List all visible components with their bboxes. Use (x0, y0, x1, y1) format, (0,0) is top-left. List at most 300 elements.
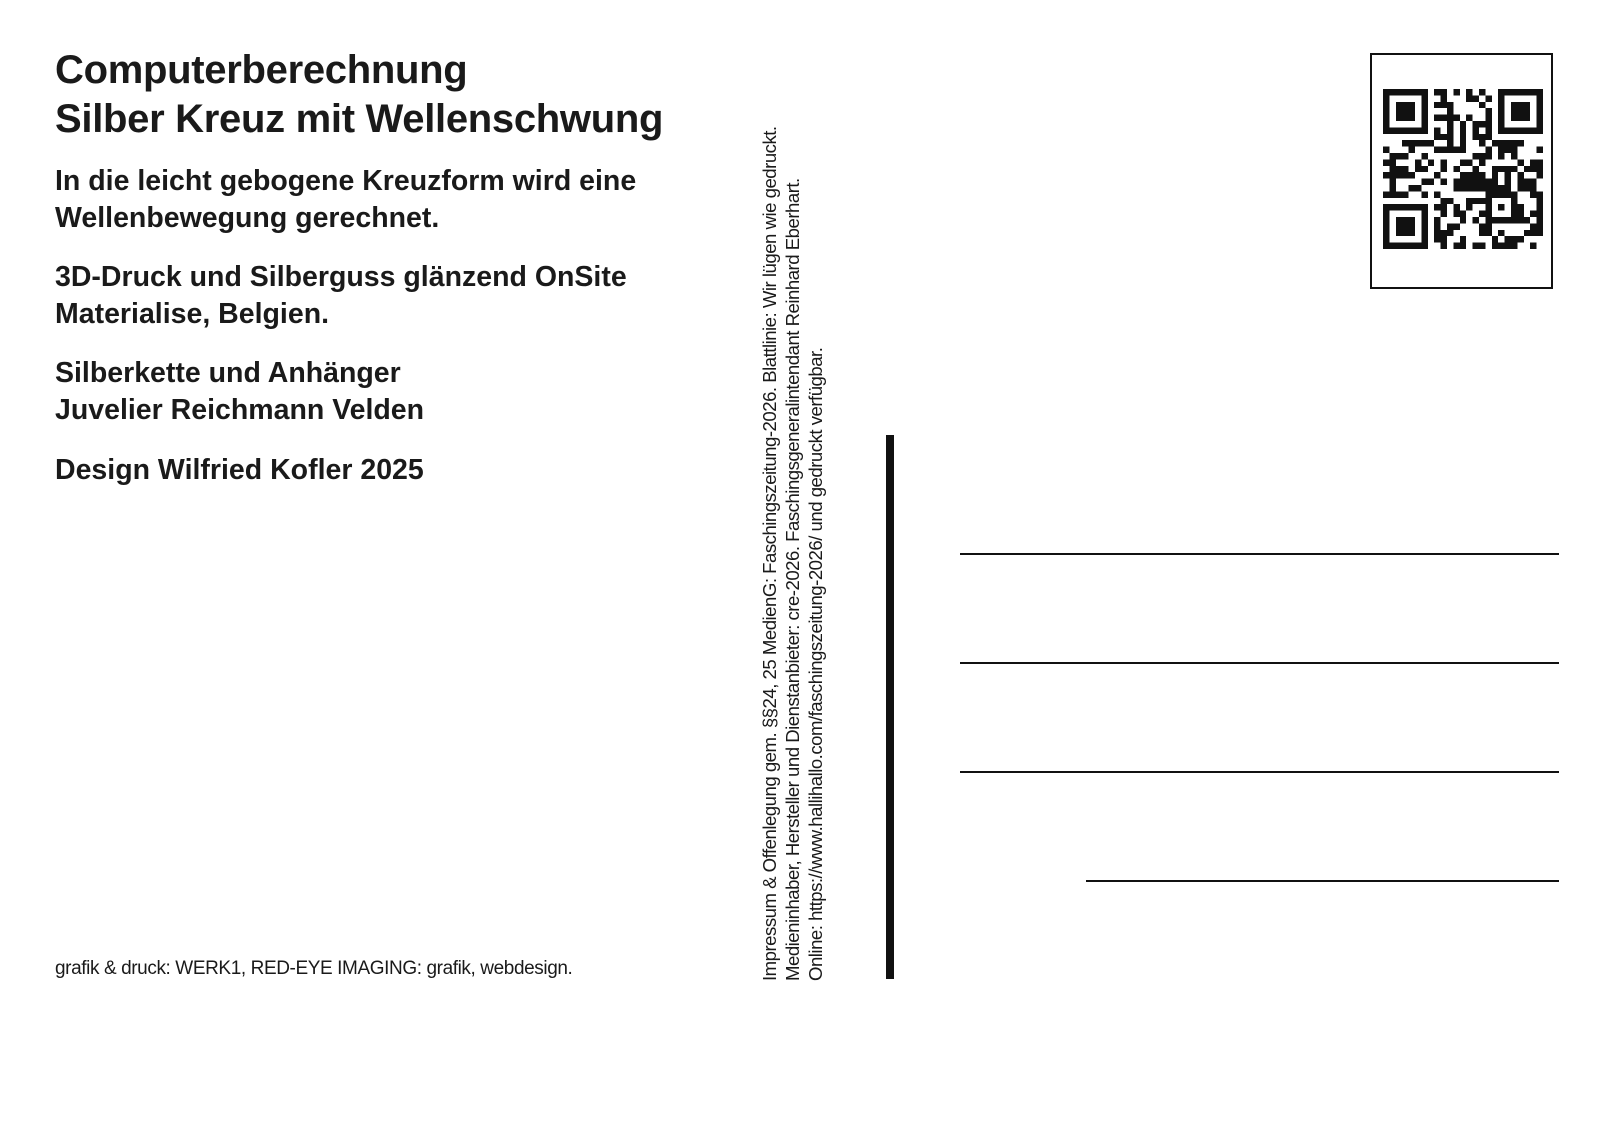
qr-module (1479, 153, 1485, 159)
qr-module (1453, 179, 1459, 185)
qr-module (1460, 211, 1466, 217)
qr-module (1421, 95, 1427, 101)
qr-module (1421, 223, 1427, 229)
qr-module (1505, 147, 1511, 153)
qr-module (1453, 147, 1459, 153)
qr-module (1409, 223, 1415, 229)
description-text (55, 163, 636, 237)
qr-module (1389, 185, 1395, 191)
qr-module (1421, 115, 1427, 121)
qr-module (1383, 172, 1389, 178)
qr-module (1485, 153, 1491, 159)
qr-module (1498, 166, 1504, 172)
qr-module (1485, 204, 1491, 210)
qr-module (1492, 140, 1498, 146)
qr-module (1389, 172, 1395, 178)
qr-module (1453, 243, 1459, 249)
qr-module (1409, 204, 1415, 210)
qr-module (1492, 236, 1498, 242)
imprint-line-1: Impressum & Offenlegung gem. §§24, 25 MedienG: Faschingszeitung-2026. Blattlinie: Wir lügen wie gedruckt. (759, 126, 780, 981)
qr-module (1479, 223, 1485, 229)
qr-module (1383, 211, 1389, 217)
address-line-4[interactable] (1086, 880, 1559, 882)
qr-module (1434, 204, 1440, 210)
qr-module (1530, 243, 1536, 249)
qr-module (1537, 95, 1543, 101)
qr-module (1453, 115, 1459, 121)
qr-module (1460, 172, 1466, 178)
qr-module (1524, 108, 1530, 114)
qr-module (1409, 115, 1415, 121)
qr-module (1441, 236, 1447, 242)
design-credit (55, 452, 424, 489)
address-line-3[interactable] (960, 771, 1559, 773)
qr-module (1447, 121, 1453, 127)
qr-module (1466, 172, 1472, 178)
qr-module (1517, 185, 1523, 191)
imprint-block (758, 57, 858, 981)
qr-module (1389, 204, 1395, 210)
qr-module (1460, 243, 1466, 249)
qr-module (1530, 89, 1536, 95)
qr-module (1498, 185, 1504, 191)
qr-module (1473, 166, 1479, 172)
qr-module (1473, 179, 1479, 185)
qr-module (1389, 166, 1395, 172)
qr-module (1441, 102, 1447, 108)
qr-module (1505, 243, 1511, 249)
qr-module (1505, 140, 1511, 146)
qr-module (1421, 108, 1427, 114)
qr-module (1485, 179, 1491, 185)
qr-module (1453, 89, 1459, 95)
qr-module (1473, 172, 1479, 178)
qr-module (1517, 211, 1523, 217)
qr-module (1485, 217, 1491, 223)
qr-module (1517, 127, 1523, 133)
qr-module (1421, 121, 1427, 127)
qr-module (1498, 121, 1504, 127)
qr-module (1460, 185, 1466, 191)
qr-module (1505, 166, 1511, 172)
qr-module (1479, 172, 1485, 178)
qr-module (1402, 102, 1408, 108)
qr-module (1505, 217, 1511, 223)
qr-module (1428, 140, 1434, 146)
qr-module (1505, 127, 1511, 133)
qr-module (1466, 89, 1472, 95)
qr-module (1389, 153, 1395, 159)
qr-module (1511, 147, 1517, 153)
production-text (55, 259, 627, 333)
qr-code-icon[interactable] (1383, 89, 1543, 249)
qr-module (1402, 204, 1408, 210)
qr-module (1473, 127, 1479, 133)
qr-module (1434, 230, 1440, 236)
qr-module (1383, 127, 1389, 133)
qr-module (1537, 166, 1543, 172)
qr-module (1473, 198, 1479, 204)
qr-module (1485, 134, 1491, 140)
qr-module (1473, 217, 1479, 223)
qr-module (1498, 95, 1504, 101)
qr-module (1530, 159, 1536, 165)
qr-module (1460, 159, 1466, 165)
qr-module (1396, 89, 1402, 95)
qr-module (1466, 115, 1472, 121)
jewelry-line-1: Silberkette und Anhänger (55, 357, 401, 389)
qr-module (1511, 153, 1517, 159)
qr-module (1466, 159, 1472, 165)
qr-module (1396, 204, 1402, 210)
qr-module (1537, 223, 1543, 229)
qr-module (1421, 102, 1427, 108)
qr-module (1505, 172, 1511, 178)
qr-module (1383, 217, 1389, 223)
qr-module (1524, 115, 1530, 121)
qr-module (1409, 185, 1415, 191)
qr-module (1441, 179, 1447, 185)
qr-module (1402, 230, 1408, 236)
qr-module (1402, 166, 1408, 172)
qr-module (1498, 115, 1504, 121)
qr-module (1421, 204, 1427, 210)
qr-module (1447, 108, 1453, 114)
qr-module (1402, 217, 1408, 223)
qr-module (1492, 191, 1498, 197)
qr-module (1415, 140, 1421, 146)
qr-module (1511, 198, 1517, 204)
imprint-line-2: Medieninhaber, Hersteller und Dienstanbieter: cre-2026. Faschingsgeneralintendant Reinhard Eberhart. (782, 178, 803, 981)
qr-module (1505, 89, 1511, 95)
qr-module (1505, 179, 1511, 185)
qr-module (1447, 127, 1453, 133)
qr-module (1383, 159, 1389, 165)
qr-module (1396, 153, 1402, 159)
qr-module (1453, 185, 1459, 191)
qr-module (1453, 204, 1459, 210)
qr-module (1396, 223, 1402, 229)
qr-module (1511, 108, 1517, 114)
qr-module (1389, 179, 1395, 185)
qr-module (1485, 198, 1491, 204)
qr-module (1530, 223, 1536, 229)
qr-module (1396, 108, 1402, 114)
description-line-2: Wellenbewegung gerechnet. (55, 202, 440, 234)
qr-module (1415, 166, 1421, 172)
qr-module (1460, 236, 1466, 242)
qr-module (1511, 204, 1517, 210)
address-line-1[interactable] (960, 553, 1559, 555)
qr-module (1511, 166, 1517, 172)
qr-module (1447, 115, 1453, 121)
qr-module (1441, 166, 1447, 172)
qr-module (1530, 185, 1536, 191)
page-title (55, 46, 663, 144)
qr-module (1409, 147, 1415, 153)
qr-module (1421, 153, 1427, 159)
qr-module (1447, 140, 1453, 146)
qr-module (1524, 185, 1530, 191)
qr-module (1479, 134, 1485, 140)
qr-module (1441, 147, 1447, 153)
qr-module (1479, 179, 1485, 185)
qr-module (1409, 108, 1415, 114)
qr-module (1517, 89, 1523, 95)
qr-module (1396, 102, 1402, 108)
qr-module (1421, 89, 1427, 95)
qr-module (1460, 147, 1466, 153)
qr-module (1421, 230, 1427, 236)
qr-module (1460, 121, 1466, 127)
qr-module (1537, 230, 1543, 236)
qr-module (1389, 127, 1395, 133)
qr-module (1517, 179, 1523, 185)
qr-module (1421, 127, 1427, 133)
qr-module (1511, 140, 1517, 146)
qr-module (1441, 230, 1447, 236)
qr-module (1485, 223, 1491, 229)
qr-module (1537, 108, 1543, 114)
qr-module (1479, 140, 1485, 146)
qr-module (1524, 179, 1530, 185)
qr-module (1409, 217, 1415, 223)
jewelry-text (55, 355, 424, 429)
qr-module (1415, 127, 1421, 133)
qr-module (1537, 147, 1543, 153)
qr-module (1434, 134, 1440, 140)
qr-module (1511, 236, 1517, 242)
qr-module (1517, 172, 1523, 178)
qr-module (1402, 243, 1408, 249)
production-line-2: Materialise, Belgien. (55, 298, 330, 330)
qr-module (1421, 217, 1427, 223)
qr-module (1441, 211, 1447, 217)
qr-module (1498, 243, 1504, 249)
qr-module (1396, 230, 1402, 236)
qr-module (1473, 95, 1479, 101)
qr-module (1524, 217, 1530, 223)
qr-module (1537, 121, 1543, 127)
qr-module (1441, 159, 1447, 165)
qr-module (1511, 89, 1517, 95)
qr-module (1473, 243, 1479, 249)
qr-module (1537, 172, 1543, 178)
qr-module (1441, 134, 1447, 140)
qr-module (1383, 102, 1389, 108)
qr-module (1447, 102, 1453, 108)
qr-module (1505, 236, 1511, 242)
qr-module (1402, 115, 1408, 121)
qr-module (1453, 211, 1459, 217)
qr-module (1537, 102, 1543, 108)
qr-module (1434, 223, 1440, 229)
qr-module (1415, 204, 1421, 210)
qr-module (1524, 166, 1530, 172)
qr-module (1479, 230, 1485, 236)
qr-module (1383, 236, 1389, 242)
qr-module (1421, 243, 1427, 249)
qr-module (1498, 140, 1504, 146)
qr-module (1485, 211, 1491, 217)
qr-module (1434, 172, 1440, 178)
qr-module (1492, 166, 1498, 172)
qr-module (1402, 191, 1408, 197)
qr-module (1537, 89, 1543, 95)
qr-module (1524, 127, 1530, 133)
qr-module (1524, 89, 1530, 95)
qr-module (1530, 230, 1536, 236)
qr-module (1434, 89, 1440, 95)
qr-module (1396, 127, 1402, 133)
qr-module (1402, 153, 1408, 159)
qr-module (1537, 198, 1543, 204)
qr-module (1498, 217, 1504, 223)
qr-module (1511, 102, 1517, 108)
qr-module (1537, 191, 1543, 197)
center-divider (886, 435, 894, 979)
qr-module (1421, 179, 1427, 185)
qr-module (1441, 115, 1447, 121)
qr-module (1409, 89, 1415, 95)
qr-module (1396, 166, 1402, 172)
qr-module (1389, 191, 1395, 197)
qr-module (1460, 127, 1466, 133)
qr-module (1389, 159, 1395, 165)
print-credit: grafik & druck: WERK1, RED-EYE IMAGING: grafik, webdesign. (55, 958, 573, 979)
qr-module (1505, 185, 1511, 191)
qr-module (1537, 217, 1543, 223)
qr-module (1396, 217, 1402, 223)
qr-module (1530, 179, 1536, 185)
qr-module (1409, 172, 1415, 178)
qr-module (1383, 230, 1389, 236)
qr-code-frame (1370, 53, 1553, 289)
qr-module (1434, 115, 1440, 121)
qr-module (1466, 185, 1472, 191)
qr-module (1428, 159, 1434, 165)
qr-module (1517, 140, 1523, 146)
qr-module (1498, 191, 1504, 197)
qr-module (1517, 159, 1523, 165)
qr-module (1421, 236, 1427, 242)
qr-module (1409, 140, 1415, 146)
qr-module (1409, 127, 1415, 133)
qr-module (1517, 217, 1523, 223)
qr-module (1415, 243, 1421, 249)
qr-module (1383, 243, 1389, 249)
qr-module (1479, 121, 1485, 127)
qr-module (1479, 243, 1485, 249)
description-line-1: In die leicht gebogene Kreuzform wird eine (55, 165, 637, 197)
qr-module (1453, 166, 1459, 172)
qr-module (1402, 223, 1408, 229)
title-line-1: Computerberechnung (55, 48, 468, 92)
qr-module (1537, 159, 1543, 165)
qr-module (1485, 191, 1491, 197)
qr-module (1473, 153, 1479, 159)
qr-module (1530, 211, 1536, 217)
qr-module (1434, 191, 1440, 197)
qr-module (1492, 179, 1498, 185)
qr-module (1447, 134, 1453, 140)
qr-module (1485, 147, 1491, 153)
qr-module (1473, 134, 1479, 140)
qr-module (1530, 166, 1536, 172)
qr-module (1524, 230, 1530, 236)
qr-module (1383, 191, 1389, 197)
qr-module (1466, 198, 1472, 204)
qr-module (1428, 179, 1434, 185)
qr-module (1460, 217, 1466, 223)
qr-module (1434, 127, 1440, 133)
qr-module (1511, 127, 1517, 133)
qr-module (1389, 243, 1395, 249)
qr-module (1479, 185, 1485, 191)
qr-module (1383, 147, 1389, 153)
qr-module (1460, 134, 1466, 140)
qr-module (1485, 108, 1491, 114)
address-line-2[interactable] (960, 662, 1559, 664)
qr-module (1492, 185, 1498, 191)
qr-module (1421, 140, 1427, 146)
qr-module (1441, 95, 1447, 101)
qr-module (1517, 204, 1523, 210)
qr-module (1441, 204, 1447, 210)
qr-module (1479, 159, 1485, 165)
qr-module (1517, 102, 1523, 108)
qr-module (1511, 211, 1517, 217)
qr-module (1485, 121, 1491, 127)
qr-module (1389, 89, 1395, 95)
qr-module (1492, 217, 1498, 223)
title-line-2: Silber Kreuz mit Wellenschwung (55, 97, 664, 141)
qr-module (1441, 89, 1447, 95)
qr-module (1511, 217, 1517, 223)
qr-module (1485, 185, 1491, 191)
qr-module (1434, 217, 1440, 223)
qr-module (1402, 127, 1408, 133)
qr-module (1409, 230, 1415, 236)
qr-module (1479, 198, 1485, 204)
qr-module (1415, 159, 1421, 165)
qr-module (1511, 191, 1517, 197)
qr-module (1517, 108, 1523, 114)
qr-module (1485, 95, 1491, 101)
qr-module (1492, 172, 1498, 178)
qr-module (1479, 89, 1485, 95)
qr-module (1524, 102, 1530, 108)
qr-module (1473, 185, 1479, 191)
qr-module (1441, 243, 1447, 249)
qr-module (1466, 204, 1472, 210)
qr-module (1421, 191, 1427, 197)
qr-module (1498, 127, 1504, 133)
qr-module (1402, 140, 1408, 146)
qr-module (1402, 172, 1408, 178)
qr-module (1421, 166, 1427, 172)
qr-module (1517, 115, 1523, 121)
qr-module (1485, 115, 1491, 121)
qr-module (1479, 211, 1485, 217)
qr-module (1537, 204, 1543, 210)
qr-module (1460, 140, 1466, 146)
jewelry-line-2: Juvelier Reichmann Velden (55, 394, 425, 426)
qr-module (1415, 185, 1421, 191)
qr-module (1466, 95, 1472, 101)
qr-module (1383, 121, 1389, 127)
design-line: Design Wilfried Kofler 2025 (55, 454, 424, 486)
